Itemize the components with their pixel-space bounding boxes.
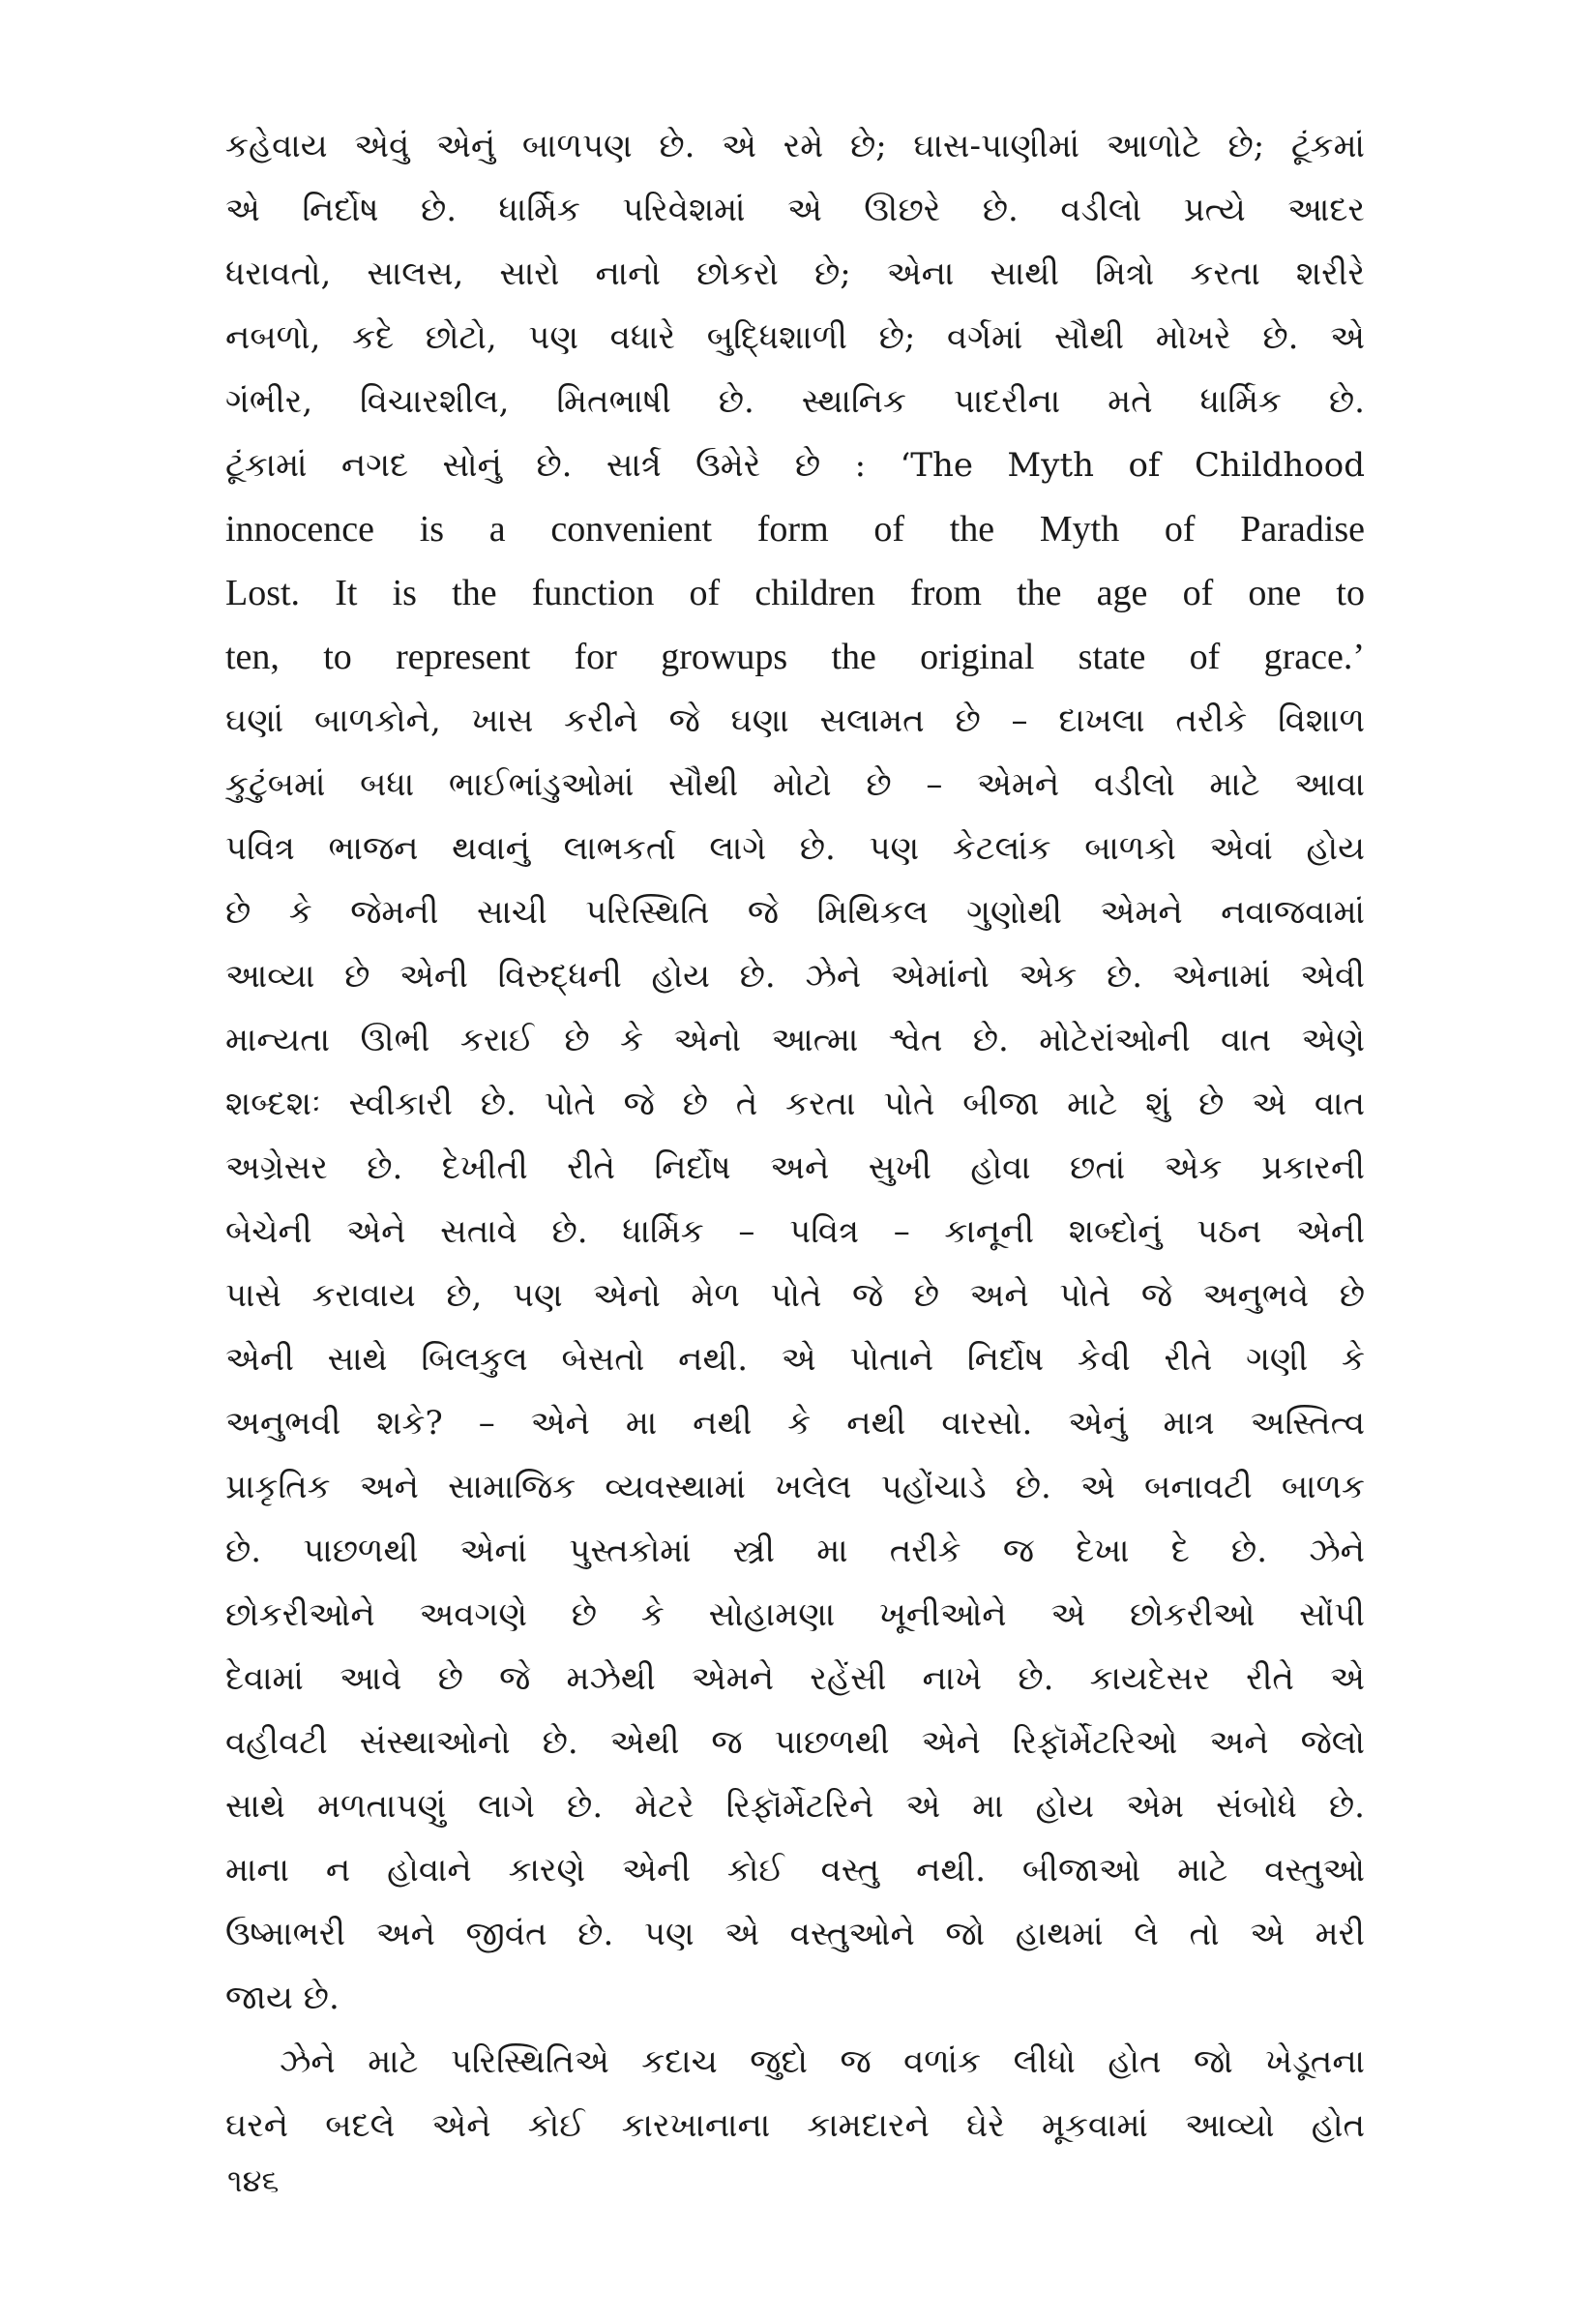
text-line: શબ્દશઃ સ્વીકારી છે. પોતે જે છે તે કરતા પોતે બીજા માટે શું છે એ વાત: [225, 1085, 1365, 1123]
body-text: [225, 114, 1365, 2158]
text-line: ઉષ્માભરી અને જીવંત છે. પણ એ વસ્તુઓને જો હાથમાં લે તો એ મરી: [225, 1915, 1365, 1953]
text-line: માન્યતા ઊભી કરાઈ છે કે એનો આત્મા શ્વેત છે. મોટેરાંઓની વાત એણે: [225, 1021, 1365, 1059]
text-line: છોકરીઓને અવગણે છે કે સોહામણા ખૂનીઓને એ છોકરીઓ સોંપી: [225, 1595, 1365, 1634]
text-line-english-quote: ten, to represent for growups the original state of grace.’: [225, 637, 1365, 677]
text-line: ધરાવતો, સાલસ, સારો નાનો છોકરો છે; એના સાથી મિત્રો કરતા શરીરે: [225, 254, 1365, 293]
text-line: કહેવાય એવું એનું બાળપણ છે. એ રમે છે; ઘાસ-પાણીમાં આળોટે છે; ટૂંકમાં: [225, 127, 1365, 165]
text-line: ઘણાં બાળકોને, ખાસ કરીને જે ઘણા સલામત છે – દાખલા તરીકે વિશાળ: [225, 701, 1365, 740]
text-line: એ નિર્દોષ છે. ધાર્મિક પરિવેશમાં એ ઊછરે છે. વડીલો પ્રત્યે આદર: [225, 191, 1365, 229]
text-line: છે કે જેમની સાચી પરિસ્થિતિ જે મિથિકલ ગુણોથી એમને નવાજવામાં: [225, 893, 1365, 932]
text-line-english-quote: innocence is a convenient form of the Myth of Paradise: [225, 509, 1365, 550]
text-line: અનુભવી શકે? – એને મા નથી કે નથી વારસો. એનું માત્ર અસ્તિત્વ: [225, 1404, 1365, 1443]
text-line: દેવામાં આવે છે જે મઝેથી એમને રહેંસી નાખે છે. કાયદેસર રીતે એ: [225, 1659, 1365, 1698]
text-line: વહીવટી સંસ્થાઓનો છે. એથી જ પાછળથી એને રિફૉર્મેટરિઓ અને જેલો: [225, 1723, 1365, 1762]
text-line: પ્રાકૃતિક અને સામાજિક વ્યવસ્થામાં ખલેલ પહોંચાડે છે. એ બનાવટી બાળક: [225, 1468, 1365, 1506]
text-line: એની સાથે બિલકુલ બેસતો નથી. એ પોતાને નિર્દોષ કેવી રીતે ગણી કે: [225, 1340, 1365, 1379]
text-line: ટૂંકામાં નગદ સોનું છે. સાર્ત્ર ઉમેરે છે : ‘The Myth of Childhood: [225, 446, 1365, 485]
text-line: પાસે કરાવાય છે, પણ એનો મેળ પોતે જે છે અને પોતે જે અનુભવે છે: [225, 1276, 1365, 1315]
text-line: અગ્રેસર છે. દેખીતી રીતે નિર્દોષ અને સુખી હોવા છતાં એક પ્રકારની: [225, 1148, 1365, 1187]
text-line: આવ્યા છે એની વિરુદ્ધની હોય છે. ઝેને એમાંનો એક છે. એનામાં એવી: [225, 957, 1365, 996]
text-line: નબળો, કદે છોટો, પણ વધારે બુદ્ધિશાળી છે; વર્ગમાં સૌથી મોખરે છે. એ: [225, 318, 1365, 357]
text-line: સાથે મળતાપણું લાગે છે. મેટરે રિફૉર્મેટરિને એ મા હોય એમ સંબોધે છે.: [225, 1787, 1365, 1826]
text-line: ઝેને માટે પરિસ્થિતિએ કદાચ જુદો જ વળાંક લીધો હોત જો ખેડૂતના: [280, 2042, 1365, 2081]
text-line: છે. પાછળથી એનાં પુસ્તકોમાં સ્ત્રી મા તરીકે જ દેખા દે છે. ઝેને: [225, 1532, 1365, 1570]
text-line: પવિત્ર ભાજન થવાનું લાભકર્તા લાગે છે. પણ કેટલાંક બાળકો એવાં હોય: [225, 829, 1365, 868]
text-line: કુટુંબમાં બધા ભાઈભાંડુઓમાં સૌથી મોટો છે – એમને વડીલો માટે આવા: [225, 765, 1365, 804]
text-line-english-quote: Lost. It is the function of children from the age of one to: [225, 573, 1365, 613]
page-number: ૧૪૬: [227, 2162, 280, 2199]
paragraph-2: [225, 2030, 1365, 2158]
text-line: બેચેની એને સતાવે છે. ધાર્મિક – પવિત્ર – કાનૂની શબ્દોનું પઠન એની: [225, 1212, 1365, 1251]
text-line: ગંભીર, વિચારશીલ, મિતભાષી છે. સ્થાનિક પાદરીના મતે ધાર્મિક છે.: [225, 382, 1365, 421]
text-line: માના ન હોવાને કારણે એની કોઈ વસ્તુ નથી. બીજાઓ માટે વસ્તુઓ: [225, 1851, 1365, 1890]
paragraph-1: [225, 114, 1365, 2030]
text-line: જાય છે.: [225, 1979, 340, 2017]
text-line: ઘરને બદલે એને કોઈ કારખાનાના કામદારને ઘેરે મૂકવામાં આવ્યો હોત: [225, 2106, 1365, 2145]
